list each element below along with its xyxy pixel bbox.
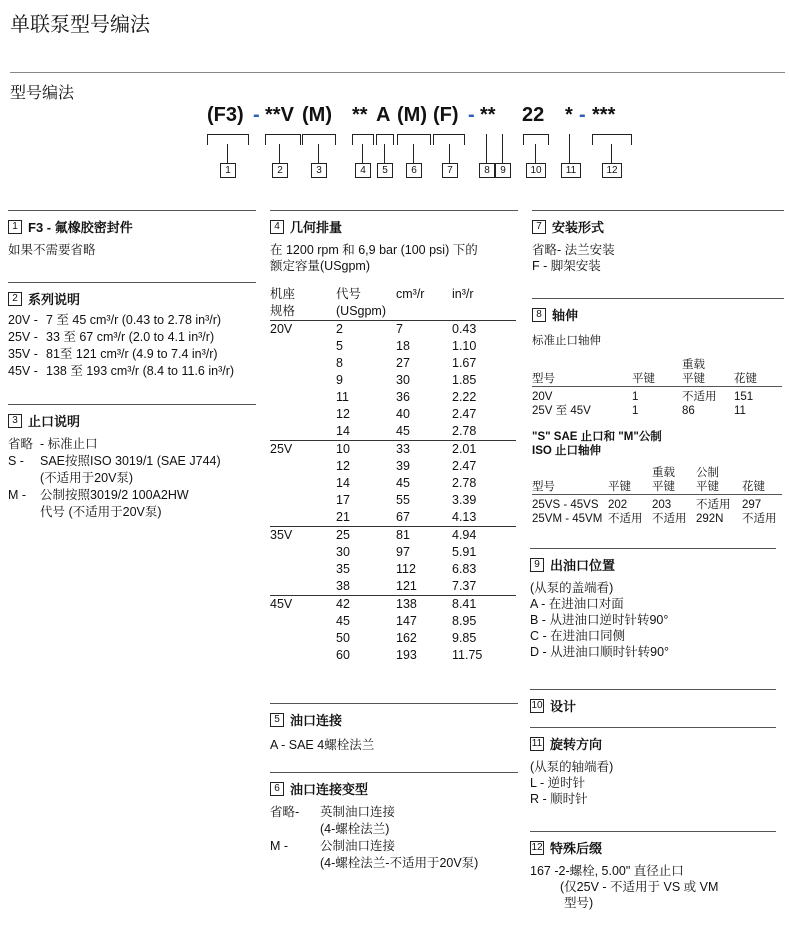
code-number-box: 3 bbox=[311, 163, 327, 178]
section-number: 7 bbox=[532, 220, 546, 234]
table-cell: 不适用 bbox=[608, 513, 643, 525]
table-cell: 4.13 bbox=[452, 510, 477, 524]
section-heading: 旋转方向 bbox=[550, 737, 603, 752]
section-heading: 特殊后缀 bbox=[550, 841, 603, 856]
variant-value: (4-螺栓法兰) bbox=[320, 822, 390, 836]
code-connector bbox=[384, 144, 385, 163]
table-cell: 17 bbox=[336, 493, 350, 507]
table-cell: 50 bbox=[336, 631, 350, 645]
section-number: 1 bbox=[8, 220, 22, 234]
section-seal bbox=[8, 210, 256, 258]
table-cell: 45 bbox=[396, 476, 410, 490]
table-header: (USgpm) bbox=[336, 304, 387, 318]
code-part: A bbox=[376, 104, 391, 126]
page-title: 单联泵型号编法 bbox=[10, 14, 150, 36]
code-connector bbox=[569, 134, 570, 163]
variant-value: (4-螺栓法兰-不适用于20V泵) bbox=[320, 856, 479, 870]
table-cell: 202 bbox=[608, 499, 628, 511]
table-cell: 6.83 bbox=[452, 562, 477, 576]
section-number: 4 bbox=[270, 220, 284, 234]
table-cell: 30 bbox=[396, 373, 410, 387]
table-cell: 2.47 bbox=[452, 407, 477, 421]
code-connector bbox=[449, 144, 450, 163]
variant-value: 英制油口连接 bbox=[320, 805, 396, 819]
table-cell: 45 bbox=[396, 424, 410, 438]
code-number-box: 2 bbox=[272, 163, 288, 178]
series-value: 81至 121 cm³/r (4.9 to 7.4 in³/r) bbox=[46, 347, 218, 361]
section-heading: 油口连接变型 bbox=[290, 782, 369, 797]
pilot-value: 公制按照3019/2 100A2HW bbox=[40, 488, 189, 502]
shaft-table-standard bbox=[532, 358, 782, 418]
section-heading: 设计 bbox=[550, 699, 577, 714]
table-cell: 35 bbox=[336, 562, 350, 576]
table-header: 平键 bbox=[652, 481, 675, 493]
table-header: 型号 bbox=[532, 373, 555, 385]
table-cell: 81 bbox=[396, 528, 410, 542]
frame-cell bbox=[270, 630, 336, 647]
table-cell: 25 bbox=[336, 528, 350, 542]
divider bbox=[10, 72, 785, 73]
table-cell: 121 bbox=[396, 579, 417, 593]
table-row bbox=[270, 492, 516, 509]
section-text: 省略- 法兰安装 bbox=[532, 243, 615, 257]
table-header bbox=[532, 358, 632, 372]
frame-cell bbox=[270, 475, 336, 492]
table-header: 重载 bbox=[652, 467, 675, 479]
section-text: 型号) bbox=[564, 896, 594, 910]
table-header: 重载 bbox=[682, 359, 705, 371]
series-key: 20V - bbox=[8, 313, 38, 327]
pilot-key: 省略 bbox=[8, 437, 34, 451]
table-cell: 9.85 bbox=[452, 631, 477, 645]
pilot-value: - 标准止口 bbox=[40, 437, 98, 451]
code-dash: - bbox=[468, 104, 475, 126]
table-cell: 3.39 bbox=[452, 493, 477, 507]
table-header bbox=[608, 466, 652, 480]
table-cell: 11 bbox=[336, 390, 349, 404]
code-part: (M) bbox=[397, 104, 427, 126]
frame-cell: 20V bbox=[270, 322, 293, 336]
section-text: R - 顺时针 bbox=[530, 792, 588, 806]
variant-key bbox=[270, 855, 320, 872]
table-cell: 4.94 bbox=[452, 528, 477, 542]
code-part: **V bbox=[265, 104, 294, 126]
section-heading: 系列说明 bbox=[28, 292, 81, 307]
table-cell: 297 bbox=[742, 499, 762, 511]
table-cell: 12 bbox=[336, 459, 350, 473]
table-header bbox=[632, 358, 682, 372]
code-number-box: 9 bbox=[495, 163, 511, 178]
table-cell: 27 bbox=[396, 356, 410, 370]
table-row bbox=[270, 355, 516, 372]
table-cell: 2 bbox=[336, 322, 343, 336]
table-cell: 151 bbox=[734, 391, 754, 403]
table-header bbox=[532, 466, 608, 480]
table-row bbox=[270, 578, 516, 596]
section-design bbox=[530, 689, 776, 715]
series-key: 45V - bbox=[8, 364, 38, 378]
code-connector bbox=[535, 144, 536, 163]
table-cell: 1.85 bbox=[452, 373, 477, 387]
section-displacement bbox=[270, 210, 518, 664]
section-number: 6 bbox=[270, 782, 284, 796]
table-cell: 39 bbox=[396, 459, 410, 473]
table-cell: 112 bbox=[396, 562, 416, 576]
frame-cell bbox=[270, 647, 336, 664]
code-bracket bbox=[376, 134, 394, 145]
pilot-value: SAE按照ISO 3019/1 (SAE J744) bbox=[40, 454, 221, 468]
displacement-table bbox=[270, 286, 516, 664]
table-cell: 不适用 bbox=[696, 499, 731, 511]
table-cell: 不适用 bbox=[652, 513, 687, 525]
table-cell: 86 bbox=[682, 405, 695, 417]
table-header: 平键 bbox=[632, 373, 655, 385]
table-cell: 8.41 bbox=[452, 597, 477, 611]
frame-cell bbox=[270, 578, 336, 596]
section-heading: 几何排量 bbox=[290, 220, 343, 235]
series-value: 7 至 45 cm³/r (0.43 to 2.78 in³/r) bbox=[46, 313, 222, 327]
shaft-table-sae-iso bbox=[532, 466, 782, 526]
table-cell: 147 bbox=[396, 614, 417, 628]
pilot-key: M - bbox=[8, 488, 27, 502]
frame-cell: 45V bbox=[270, 597, 293, 611]
frame-cell bbox=[270, 544, 336, 561]
table-cell: 11.75 bbox=[452, 648, 483, 662]
table-header: 平键 bbox=[682, 373, 705, 385]
table-cell: 5.91 bbox=[452, 545, 477, 559]
section-number: 5 bbox=[270, 713, 284, 727]
code-part: (M) bbox=[302, 104, 332, 126]
pilot-value: (不适用于20V泵) bbox=[40, 471, 134, 485]
pilot-key bbox=[8, 470, 40, 487]
section-number: 2 bbox=[8, 292, 22, 306]
table-cell: 0.43 bbox=[452, 322, 477, 336]
table-row bbox=[270, 561, 516, 578]
section-heading: 轴伸 bbox=[552, 308, 579, 323]
code-number-box: 12 bbox=[602, 163, 622, 178]
section-rotation bbox=[530, 727, 776, 807]
section-suffix bbox=[530, 831, 776, 911]
section-outlet bbox=[530, 548, 776, 660]
table-cell: 292N bbox=[696, 513, 724, 525]
table-cell: 2.01 bbox=[452, 442, 477, 456]
code-bracket bbox=[207, 134, 249, 145]
section-number: 9 bbox=[530, 558, 544, 572]
section-text: 在 1200 rpm 和 6,9 bar (100 psi) 下的 bbox=[270, 243, 478, 257]
pilot-key bbox=[8, 504, 40, 521]
table-cell: 25VS - 45VS bbox=[532, 499, 599, 511]
table-cell: 18 bbox=[396, 339, 410, 353]
table-cell: 10 bbox=[336, 442, 350, 456]
table-cell: 55 bbox=[396, 493, 410, 507]
section-number: 3 bbox=[8, 414, 22, 428]
code-number-box: 10 bbox=[526, 163, 546, 178]
pilot-key: S - bbox=[8, 454, 24, 468]
code-number-box: 5 bbox=[377, 163, 393, 178]
section-text: C - 在进油口同侧 bbox=[530, 629, 626, 643]
table-cell: 42 bbox=[336, 597, 350, 611]
code-connector bbox=[486, 134, 487, 163]
frame-cell bbox=[270, 372, 336, 389]
frame-cell: 25V bbox=[270, 442, 293, 456]
table-row bbox=[270, 527, 516, 545]
table-cell: 40 bbox=[396, 407, 410, 421]
table-row bbox=[270, 406, 516, 423]
section-text: A - SAE 4螺栓法兰 bbox=[270, 738, 375, 752]
table-cell: 1.67 bbox=[452, 356, 477, 370]
table-row bbox=[270, 596, 516, 614]
table-cell: 138 bbox=[396, 597, 417, 611]
table-cell: 9 bbox=[336, 373, 343, 387]
table-cell: 11 bbox=[734, 405, 746, 417]
table-cell: 2.78 bbox=[452, 424, 477, 438]
code-number-box: 8 bbox=[479, 163, 495, 178]
table-row bbox=[270, 372, 516, 389]
table-header bbox=[742, 466, 782, 480]
frame-cell bbox=[270, 509, 336, 527]
section-number: 11 bbox=[531, 737, 543, 749]
series-value: 33 至 67 cm³/r (2.0 to 4.1 in³/r) bbox=[46, 330, 215, 344]
code-dash: - bbox=[579, 104, 586, 126]
section-text: "S" SAE 止口和 "M"公制 bbox=[532, 431, 662, 443]
section-shaft bbox=[532, 298, 784, 526]
frame-cell bbox=[270, 338, 336, 355]
code-number-box: 6 bbox=[406, 163, 422, 178]
table-cell: 2.22 bbox=[452, 390, 477, 404]
variant-key bbox=[270, 821, 320, 838]
variant-key: M - bbox=[270, 839, 289, 853]
section-heading: 止口说明 bbox=[28, 414, 81, 429]
table-row bbox=[270, 475, 516, 492]
table-row bbox=[270, 441, 516, 459]
table-header: 代号 bbox=[336, 287, 362, 301]
section-text: L - 逆时针 bbox=[530, 776, 586, 790]
frame-cell bbox=[270, 423, 336, 441]
code-bracket bbox=[523, 134, 549, 145]
table-cell: 97 bbox=[396, 545, 410, 559]
table-cell: 不适用 bbox=[682, 391, 717, 403]
table-cell: 2.78 bbox=[452, 476, 477, 490]
frame-cell: 35V bbox=[270, 528, 293, 542]
variant-key: 省略- bbox=[270, 805, 300, 819]
table-cell: 7 bbox=[396, 322, 403, 336]
table-cell: 25VM - 45VM bbox=[532, 513, 603, 525]
code-part: ** bbox=[480, 104, 496, 126]
section-heading: 油口连接 bbox=[290, 713, 343, 728]
code-part: (F) bbox=[433, 104, 459, 126]
code-part: ** bbox=[352, 104, 368, 126]
table-cell: 14 bbox=[336, 476, 350, 490]
frame-cell bbox=[270, 613, 336, 630]
code-connector bbox=[227, 144, 228, 163]
table-cell: 12 bbox=[336, 407, 350, 421]
section-text: A - 在进油口对面 bbox=[530, 597, 624, 611]
code-number-box: 11 bbox=[561, 163, 581, 178]
section-text: F - 脚架安装 bbox=[532, 259, 601, 273]
pilot-value: 代号 (不适用于20V泵) bbox=[40, 505, 162, 519]
table-row bbox=[270, 423, 516, 441]
table-cell: 193 bbox=[396, 648, 417, 662]
section-text: (从泵的盖端看) bbox=[530, 581, 614, 595]
table-row bbox=[270, 613, 516, 630]
table-row bbox=[270, 509, 516, 527]
table-cell: 1 bbox=[632, 405, 639, 417]
section-text: B - 从进油口逆时针转90° bbox=[530, 613, 669, 627]
section-mounting bbox=[532, 210, 784, 274]
table-cell: 1 bbox=[632, 391, 639, 403]
code-number-box: 4 bbox=[355, 163, 371, 178]
frame-cell bbox=[270, 492, 336, 509]
table-cell: 1.10 bbox=[452, 339, 477, 353]
table-cell: 203 bbox=[652, 499, 672, 511]
series-key: 25V - bbox=[8, 330, 38, 344]
code-number-box: 1 bbox=[220, 163, 236, 178]
table-row bbox=[270, 630, 516, 647]
section-text: 如果不需要省略 bbox=[8, 243, 96, 257]
series-value: 138 至 193 cm³/r (8.4 to 11.6 in³/r) bbox=[46, 364, 235, 378]
table-header: 规格 bbox=[270, 304, 296, 318]
code-part: * bbox=[565, 104, 573, 126]
table-cell: 不适用 bbox=[742, 513, 777, 525]
table-header: 平键 bbox=[608, 481, 631, 493]
code-part: (F3) bbox=[207, 104, 244, 126]
code-connector bbox=[413, 144, 414, 163]
table-cell: 45 bbox=[336, 614, 350, 628]
table-header: cm³/r bbox=[396, 287, 425, 301]
code-connector bbox=[502, 134, 503, 163]
table-cell: 5 bbox=[336, 339, 343, 353]
frame-cell bbox=[270, 406, 336, 423]
section-text: D - 从进油口顺时针转90° bbox=[530, 645, 670, 659]
code-connector bbox=[362, 144, 363, 163]
table-header: 花键 bbox=[742, 481, 765, 493]
frame-cell bbox=[270, 355, 336, 372]
section-heading: 安装形式 bbox=[552, 220, 605, 235]
code-connector bbox=[318, 144, 319, 163]
code-bracket bbox=[302, 134, 336, 145]
table-cell: 60 bbox=[336, 648, 350, 662]
section-text: 标准止口轴伸 bbox=[532, 335, 601, 347]
table-header: 平键 bbox=[696, 481, 719, 493]
table-row bbox=[270, 338, 516, 355]
table-cell: 162 bbox=[396, 631, 417, 645]
section-heading: 出油口位置 bbox=[550, 558, 616, 573]
table-header: in³/r bbox=[452, 287, 474, 301]
table-header: 花键 bbox=[734, 373, 757, 385]
frame-cell bbox=[270, 389, 336, 406]
section-number: 10 bbox=[531, 699, 543, 711]
table-header bbox=[734, 358, 782, 372]
section-heading: F3 - 氟橡胶密封件 bbox=[28, 220, 133, 235]
code-bracket bbox=[592, 134, 632, 145]
series-key: 35V - bbox=[8, 347, 38, 361]
code-bracket bbox=[397, 134, 431, 145]
table-cell: 8 bbox=[336, 356, 343, 370]
table-row bbox=[270, 647, 516, 664]
table-row bbox=[270, 458, 516, 475]
section-text: 167 -2-螺栓, 5.00" 直径止口 bbox=[530, 864, 684, 878]
table-cell: 25V 至 45V bbox=[532, 405, 591, 417]
code-connector bbox=[279, 144, 280, 163]
section-text: ISO 止口轴伸 bbox=[532, 445, 602, 457]
section-port-variant bbox=[270, 772, 518, 872]
section-series bbox=[8, 282, 256, 380]
table-header: 机座 bbox=[270, 287, 296, 301]
table-cell: 33 bbox=[396, 442, 410, 456]
table-cell: 2.47 bbox=[452, 459, 477, 473]
table-cell: 14 bbox=[336, 424, 350, 438]
table-cell: 38 bbox=[336, 579, 350, 593]
section-text: 额定容量(USgpm) bbox=[270, 259, 371, 273]
table-cell: 67 bbox=[396, 510, 410, 524]
code-bracket bbox=[352, 134, 374, 145]
code-connector bbox=[611, 144, 612, 163]
table-cell: 8.95 bbox=[452, 614, 477, 628]
code-part: *** bbox=[592, 104, 616, 126]
section-ports bbox=[270, 703, 518, 753]
table-header: 公制 bbox=[696, 467, 719, 479]
table-row bbox=[270, 321, 516, 339]
section-pilot bbox=[8, 404, 256, 521]
section-text: (仅25V - 不适用于 VS 或 VM bbox=[560, 880, 719, 894]
code-number-box: 7 bbox=[442, 163, 458, 178]
section-number: 8 bbox=[532, 308, 546, 322]
frame-cell bbox=[270, 561, 336, 578]
code-part: 22 bbox=[522, 104, 545, 126]
section-number: 12 bbox=[531, 841, 543, 853]
table-row bbox=[270, 389, 516, 406]
code-dash: - bbox=[253, 104, 260, 126]
table-cell: 20V bbox=[532, 391, 553, 403]
table-cell: 36 bbox=[396, 390, 410, 404]
table-cell: 21 bbox=[336, 510, 350, 524]
section-text: (从泵的轴端看) bbox=[530, 760, 614, 774]
table-header: 型号 bbox=[532, 481, 555, 493]
section-subtitle: 型号编法 bbox=[10, 85, 75, 102]
frame-cell bbox=[270, 458, 336, 475]
table-cell: 30 bbox=[336, 545, 350, 559]
table-cell: 7.37 bbox=[452, 579, 477, 593]
table-row bbox=[270, 544, 516, 561]
code-bracket bbox=[265, 134, 301, 145]
variant-value: 公制油口连接 bbox=[320, 839, 396, 853]
